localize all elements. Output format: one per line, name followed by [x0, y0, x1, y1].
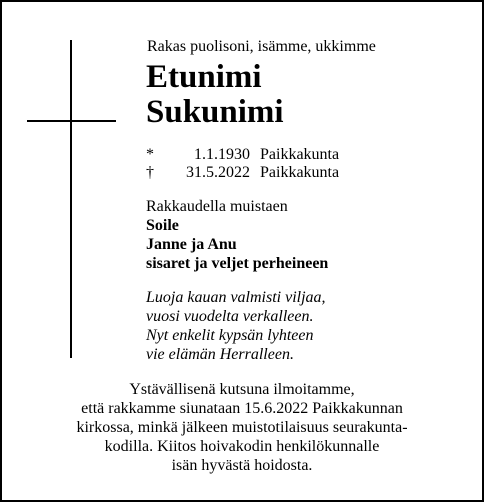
life-dates — [146, 146, 339, 182]
notice-line: kodilla. Kiitos hoivakodin henkilökunnalle — [104, 438, 380, 455]
death-date: 31.5.2022 — [186, 164, 250, 181]
mourners-block — [146, 197, 328, 273]
mourners-heading: Rakkaudella muistaen — [146, 198, 288, 215]
notice-line: kirkossa, minkä jälkeen muistotilaisuus seurakunta- — [76, 419, 408, 436]
death-place: Paikkakunta — [260, 164, 340, 181]
cross-vertical-bar — [70, 40, 72, 358]
cross-horizontal-bar — [27, 120, 116, 122]
notice-line: että rakkamme siunataan 15.6.2022 Paikkakunnan — [81, 400, 403, 417]
poem-verse — [146, 288, 326, 364]
first-name: Etunimi — [146, 59, 262, 95]
poem-line: Luoja kauan valmisti viljaa, — [146, 289, 326, 306]
funeral-notice — [0, 380, 484, 475]
deceased-name — [146, 60, 284, 130]
birth-place: Paikkakunta — [260, 146, 340, 163]
last-name: Sukunimi — [146, 94, 284, 130]
mourner-name: Janne ja Anu — [146, 236, 237, 253]
death-symbol: † — [146, 164, 154, 181]
death-row — [146, 164, 339, 182]
birth-row — [146, 146, 339, 164]
birth-date: 1.1.1930 — [194, 146, 250, 163]
notice-line: isän hyvästä hoidosta. — [171, 457, 313, 474]
mourner-name: sisaret ja veljet perheineen — [146, 255, 329, 272]
notice-line: Ystävällisenä kutsuna ilmoitamme, — [129, 381, 355, 398]
poem-line: Nyt enkelit kypsän lyhteen — [146, 327, 314, 344]
mourner-name: Soile — [146, 217, 179, 234]
poem-line: vuosi vuodelta verkalleen. — [146, 308, 314, 325]
birth-symbol: * — [146, 146, 154, 163]
poem-line: vie elämän Herralleen. — [146, 346, 294, 363]
intro-text: Rakas puolisoni, isämme, ukkimme — [147, 38, 376, 55]
